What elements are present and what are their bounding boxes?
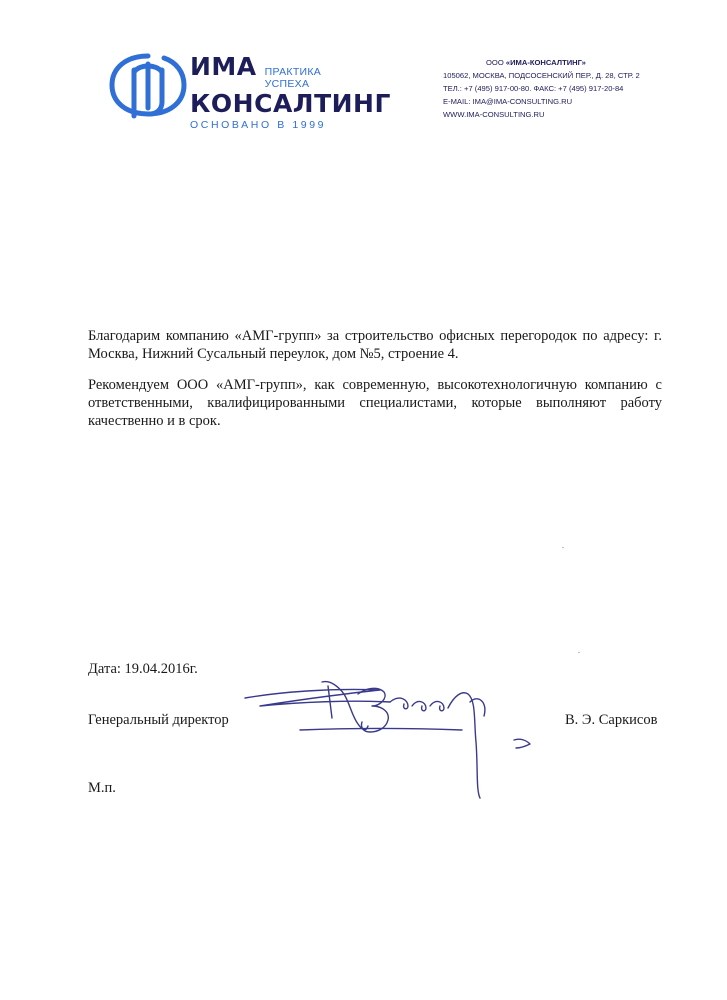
logo-founded: ОСНОВАНО В 1999	[190, 119, 327, 131]
company-title: «ИМА-КОНСАЛТИНГ»	[505, 58, 586, 67]
company-website: WWW.IMA-CONSULTING.RU	[443, 110, 545, 119]
company-phone: ТЕЛ.: +7 (495) 917-00-80. ФАКС: +7 (495) 917-20-84	[443, 84, 624, 93]
logo-slogan: ПРАКТИКА УСПЕХА	[264, 66, 322, 90]
handwritten-signature	[240, 672, 560, 812]
company-name	[443, 56, 693, 69]
scan-speck	[578, 652, 580, 653]
company-contacts	[443, 56, 693, 121]
company-address: 105062, МОСКВА, ПОДСОСЕНСКИЙ ПЕР., Д. 28, СТР. 2	[443, 71, 640, 80]
letter-date: Дата: 19.04.2016г.	[88, 661, 198, 677]
letter-paragraph-1: Благодарим компанию «АМГ-групп» за строительство офисных перегородок по адресу: г. Москва, Нижний Сусальный переулок, дом №5, строение 4.	[88, 328, 662, 362]
company-email: E-MAIL: IMA@IMA-CONSULTING.RU	[443, 97, 573, 106]
company-logo-text	[190, 52, 391, 131]
company-prefix: ООО	[486, 58, 506, 67]
stamp-place-label: М.п.	[88, 780, 116, 796]
logo-word-consulting: КОНСАЛТИНГ	[190, 89, 391, 118]
company-logo-icon	[108, 50, 188, 120]
logo-word-ima: ИМА	[190, 52, 257, 81]
scan-speck	[562, 547, 564, 548]
signer-name: В. Э. Саркисов	[565, 712, 658, 728]
letter-paragraph-2: Рекомендуем ООО «АМГ-групп», как современную, высокотехнологичную компанию с ответственными, квалифицированными специалистами, которые выполняют работу качественно и в срок.	[88, 377, 662, 429]
signer-position: Генеральный директор	[88, 712, 229, 728]
